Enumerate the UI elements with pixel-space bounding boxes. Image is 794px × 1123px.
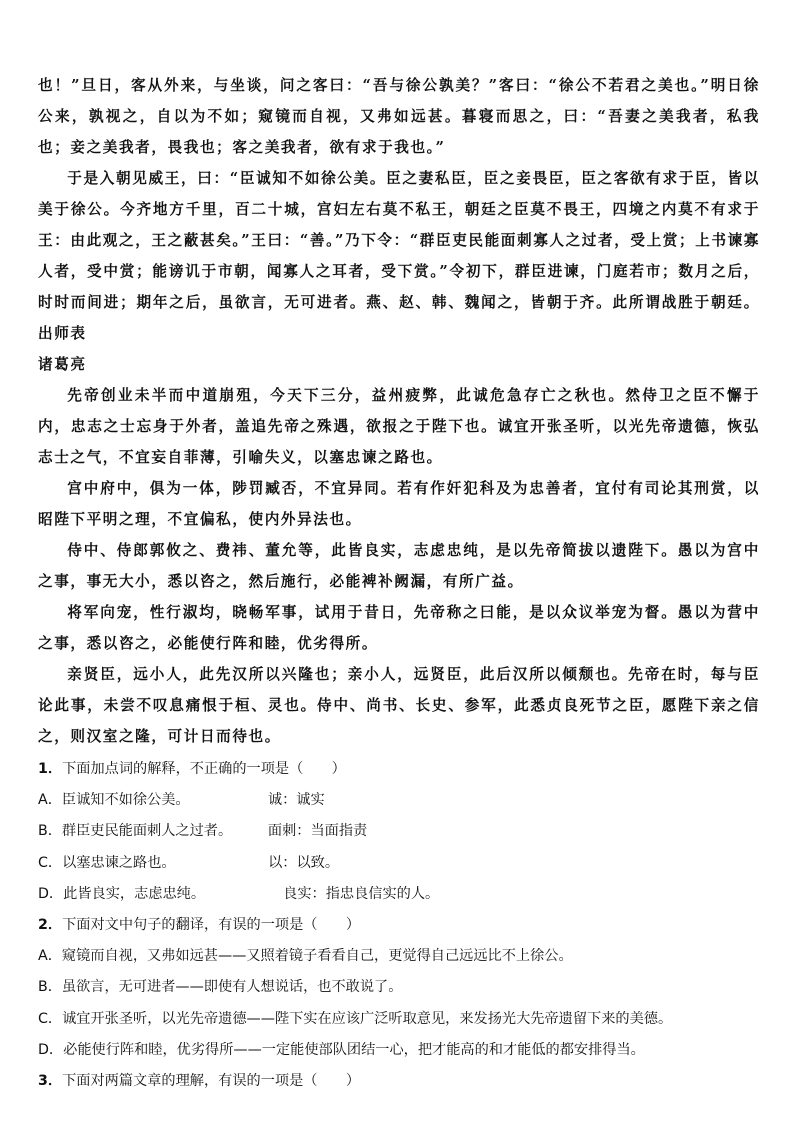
author-name: 诸葛亮 — [38, 356, 87, 373]
option-text: 必能使行阵和睦，优劣得所——一定能使部队团结一心，把才能高的和才能低的都安排得当。 — [63, 1041, 645, 1058]
question-list — [38, 754, 760, 1097]
option-a — [38, 785, 760, 816]
passage-paragraph: 亲贤臣，远小人，此先汉所以兴隆也；亲小人，远贤臣，此后汉所以倾颓也。先帝在时，每与臣论此事，未尝不叹息痛恨于桓、灵也。侍中、尚书、长史、参军，此悉贞良死节之臣，愿陛下亲之信之，则汉室之隆，可计日而待也。 — [38, 666, 760, 745]
question-number: 2． — [38, 917, 63, 934]
question-3 — [38, 1066, 760, 1097]
option-sentence: 此皆良实，志虑忠纯。 — [63, 885, 206, 902]
option-letter: B． — [38, 979, 62, 996]
option-letter: D． — [38, 885, 64, 902]
option-a — [38, 941, 760, 972]
passage-paragraph: 先帝创业未半而中道崩殂，今天下三分，益州疲弊，此诚危急存亡之秋也。然侍卫之臣不懈于内，忠志之士忘身于外者，盖追先帝之殊遇，欲报之于陛下也。诚宜开张圣听，以光先帝遗德，恢弘志士之气，不宜妄自菲薄，引喻失义，以塞忠谏之路也。 — [38, 387, 760, 466]
question-title — [38, 754, 760, 785]
option-gloss: 良实：指忠良信实的人。 — [283, 885, 440, 902]
question-1 — [38, 754, 760, 910]
question-2 — [38, 910, 760, 1066]
passage-paragraph: 于是入朝见威王，曰：“臣诚知不如徐公美。臣之妻私臣，臣之妾畏臣，臣之客欲有求于臣，皆以美于徐公。今齐地方千里，百二十城，宫妇左右莫不私王，朝廷之臣莫不畏王，四境之内莫不有求于王：由此观之，王之蔽甚矣。”王曰：“善。”乃下令：“群臣吏民能面刺寡人之过者，受上赏；上书谏寡人者，受中赏；能谤讥于市朝，闻寡人之耳者，受下赏。”令初下，群臣进谏，门庭若市；数月之后，时时而间进；期年之后，虽欲言，无可进者。燕、赵、韩、魏闻之，皆朝于齐。此所谓战胜于朝廷。出师表 — [38, 170, 760, 342]
option-gloss: 诚：诚实 — [267, 792, 325, 809]
question-text: 下面对文中句子的翻译，有误的一项是（ ） — [62, 917, 361, 934]
question-number: 3． — [38, 1073, 63, 1090]
question-text: 下面加点词的解释，不正确的一项是（ ） — [62, 761, 346, 777]
option-letter: D． — [38, 1041, 64, 1058]
passage-paragraph: 侍中、侍郎郭攸之、费祎、董允等，此皆良实，志虑忠纯，是以先帝简拔以遗陛下。愚以为宫中之事，事无大小，悉以咨之，然后施行，必能裨补阙漏，有所广益。 — [38, 542, 760, 590]
question-text: 下面对两篇文章的理解，有误的一项是（ ） — [62, 1073, 361, 1090]
question-title — [38, 1066, 760, 1097]
option-text: 虽欲言，无可进者——即使有人想说话，也不敢说了。 — [61, 979, 403, 996]
option-sentence: 以塞忠谏之路也。 — [62, 854, 176, 871]
option-b — [38, 816, 760, 847]
option-sentence: 臣诚知不如徐公美。 — [61, 792, 190, 809]
option-letter: B． — [38, 823, 62, 840]
option-d — [38, 879, 760, 910]
option-c — [38, 848, 760, 879]
option-text: 窥镜而自视，又弗如远甚——又照着镜子看看自己，更觉得自己远远比不上徐公。 — [61, 948, 573, 965]
passage-paragraph: 也！”旦日，客从外来，与坐谈，问之客曰：“吾与徐公孰美？”客曰：“徐公不若君之美也。”明日徐公来，孰视之，自以为不如；窥镜而自视，又弗如远甚。暮寝而思之，曰：“吾妻之美我者，私我也；妾之美我者，畏我也；客之美我者，欲有求于我也。” — [38, 77, 760, 156]
passage-paragraph: 将军向宠，性行淑均，晓畅军事，试用于昔日，先帝称之曰能，是以众议举宠为督。愚以为营中之事，悉以咨之，必能使行阵和睦，优劣得所。 — [38, 604, 760, 652]
option-text: 诚宜开张圣听，以光先帝遗德——陛下实在应该广泛听取意见，来发扬光大先帝遗留下来的美德。 — [62, 1010, 673, 1027]
option-sentence: 群臣吏民能面刺人之过者。 — [61, 823, 233, 840]
option-b — [38, 972, 760, 1003]
option-c — [38, 1004, 760, 1035]
passage-paragraph: 宫中府中，俱为一体，陟罚臧否，不宜异同。若有作奸犯科及为忠善者，宜付有司论其刑赏，以昭陛下平明之理，不宜偏私，使内外异法也。 — [38, 480, 760, 528]
option-letter: C． — [38, 1010, 63, 1027]
question-number: 1． — [38, 761, 63, 777]
option-gloss: 面刺：当面指责 — [267, 823, 368, 840]
option-letter: C． — [38, 854, 63, 871]
option-gloss: 以：以致。 — [268, 854, 340, 871]
question-title — [38, 910, 760, 941]
option-letter: A． — [38, 948, 62, 965]
classical-passage — [38, 70, 760, 752]
option-letter: A． — [38, 792, 62, 809]
option-d — [38, 1035, 760, 1066]
